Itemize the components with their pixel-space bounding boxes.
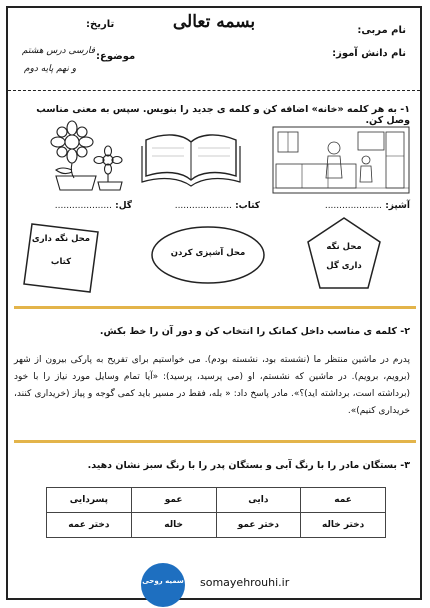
word-kitchen-answer-line[interactable]: .................... — [324, 201, 383, 211]
relative-cell[interactable]: دختر خاله — [301, 513, 386, 538]
q2-instruction: ۲- کلمه ی مناسب داخل کمانک را انتخاب کن و دور آن را خط بکش. — [99, 326, 410, 337]
word-book-answer-line[interactable]: .................... — [174, 201, 232, 211]
site-url[interactable]: somayehrouhi.ir — [200, 576, 290, 589]
student-name-label: نام دانش آموز: — [332, 48, 406, 59]
relative-cell[interactable]: خاله — [131, 513, 216, 538]
meaning-cooking-place[interactable]: محل آشپزی کردن — [170, 248, 246, 258]
subject-value-line1: فارسی درس هشتم — [22, 46, 95, 56]
word-kitchen — [270, 201, 410, 211]
subject-label: موضوع: — [96, 51, 136, 62]
word-book-label: کتاب: — [235, 201, 260, 211]
section-divider-1 — [14, 306, 416, 309]
meaning-flower-storage-line2: داری گل — [326, 261, 362, 271]
relative-cell[interactable]: عمه — [301, 488, 386, 513]
page-title: بسمه تعالی — [172, 12, 256, 32]
meaning-flower-storage[interactable] — [312, 240, 376, 274]
relative-cell[interactable]: عمو — [131, 488, 216, 513]
date-label: تاریخ: — [86, 19, 115, 30]
meaning-book-storage-line2: کتاب — [50, 257, 72, 267]
relative-cell[interactable]: دختر عمو — [216, 513, 301, 538]
relative-cell[interactable]: دختر عمه — [47, 513, 132, 538]
subject-value-line2: و نهم پایه دوم — [24, 64, 77, 74]
meaning-book-storage-line1: محل نگه داری — [31, 234, 91, 244]
section-divider-2 — [14, 440, 416, 443]
word-kitchen-label: آشپز: — [385, 201, 410, 211]
meaning-flower-storage-line1: محل نگه — [326, 242, 362, 252]
table-row — [47, 488, 386, 513]
site-logo-text: سمیه روحی — [142, 577, 184, 585]
site-logo — [141, 563, 185, 607]
q3-instruction: ۳- بستگان مادر را با رنگ آبی و بستگان پدر را با رنگ سبز نشان دهید. — [87, 460, 410, 471]
word-flower-label: گل: — [115, 201, 132, 211]
relative-cell[interactable]: پسردایی — [47, 488, 132, 513]
word-flower — [22, 201, 132, 211]
q2-paragraph: پدرم در ماشین منتظر ما (نشسته بود، نشسته بودم). می خواستیم برای تفریح به پارکی بیرون از شهر (برویم، برویم). در ماشین که نشستم، او (می پرسید، پرسید): «آیا تمام وسایل مورد نیاز را با خود (برداشته است، برداشته اید)؟». مادر پاسخ داد: « بله، فقط در مسیر باید کمی گوجه و پیاز (خریداری کنند، خریداری کنیم)». — [14, 355, 410, 416]
worksheet-page — [6, 6, 422, 600]
q1-instruction: ۱- به هر کلمه «خانه» اضافه کن و کلمه ی جدید را بنویس. سپس به معنی مناسب وصل کن. — [36, 104, 410, 126]
book-picture — [140, 126, 242, 188]
word-flower-answer-line[interactable]: .................... — [54, 201, 112, 211]
word-book — [142, 201, 260, 211]
table-row — [47, 513, 386, 538]
relatives-table — [46, 487, 386, 538]
meaning-book-storage[interactable] — [28, 232, 94, 270]
header-divider — [8, 90, 420, 91]
flower-picture — [42, 120, 134, 192]
relative-cell[interactable]: دایی — [216, 488, 301, 513]
kitchen-picture — [272, 126, 410, 194]
teacher-name-label: نام مربی: — [357, 25, 406, 36]
